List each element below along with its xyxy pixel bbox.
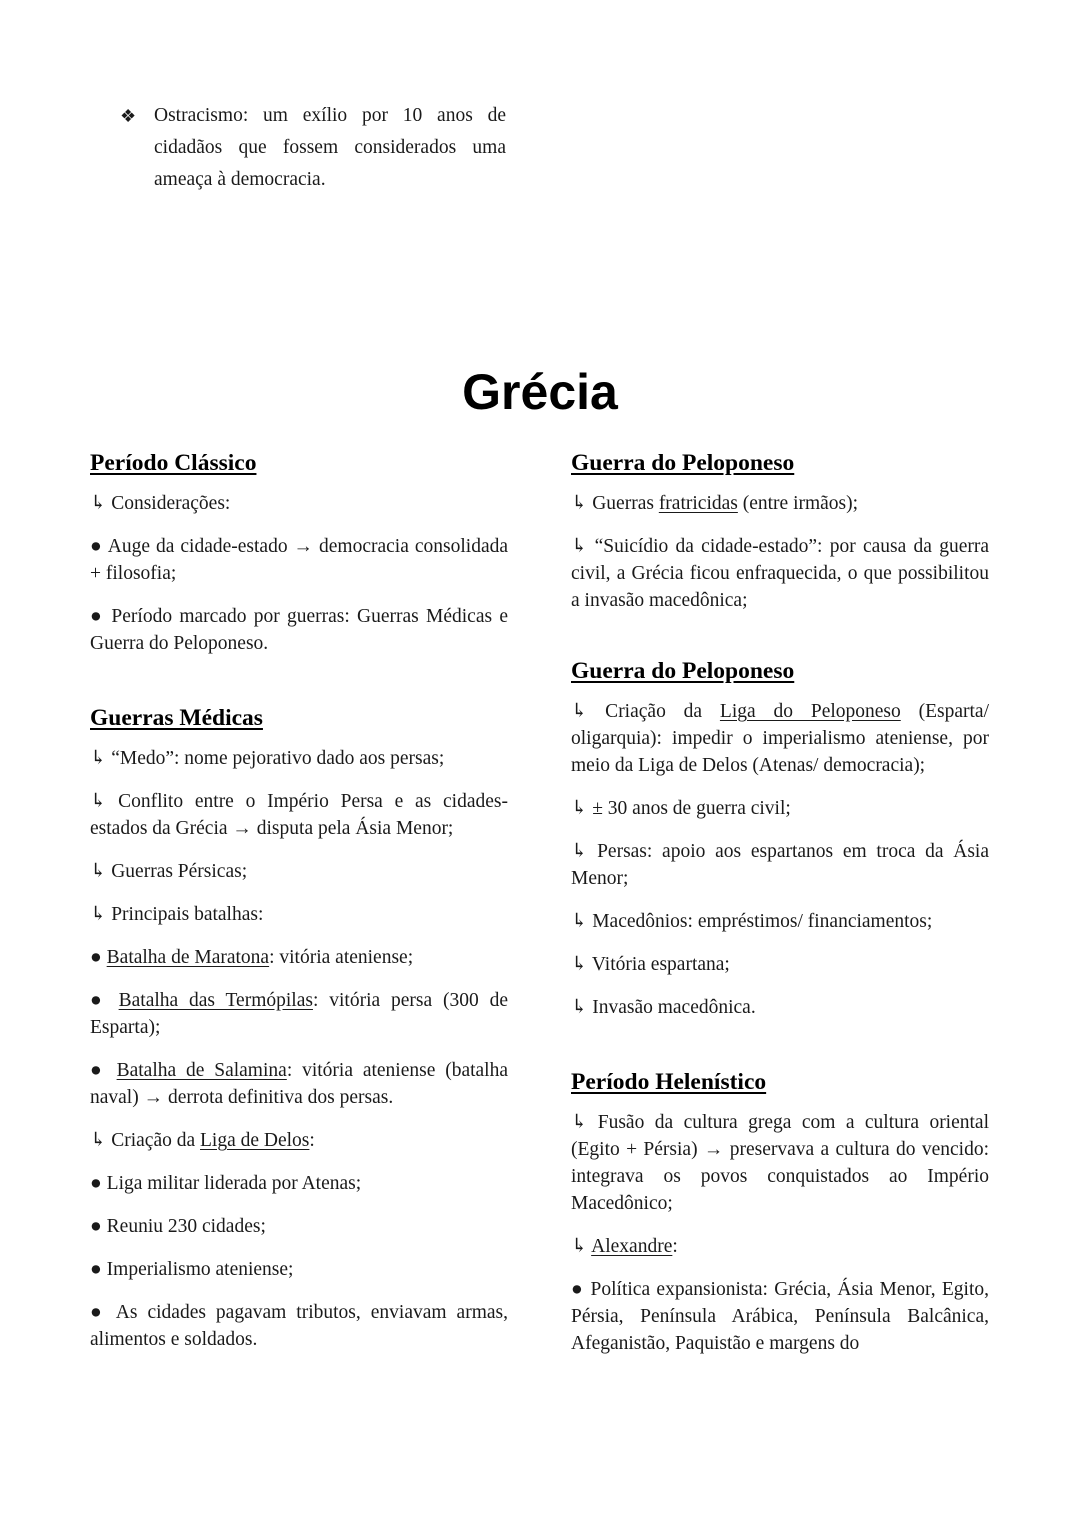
list-item: [571, 951, 989, 978]
text-segment: ● Reuniu 230 cidades;: [90, 1216, 266, 1237]
list-item: [571, 533, 989, 614]
list-item: [90, 1213, 508, 1240]
list-item: [90, 987, 508, 1041]
list-item: [90, 944, 508, 971]
page-title: Grécia: [462, 363, 618, 420]
list-item: [90, 745, 508, 772]
text-segment: :: [672, 1236, 678, 1257]
underlined-term: Batalha de Maratona: [106, 947, 270, 968]
text-segment: ● Período marcado por guerras: Guerras Médicas e Guerra do Peloponeso.: [90, 606, 508, 654]
right-column: [571, 446, 989, 1373]
underlined-term: Batalha de Salamina: [116, 1060, 287, 1081]
diamond-bullet-icon: ❖: [120, 106, 137, 126]
text-segment: ↳ Criação da: [90, 1130, 201, 1151]
text-segment: ● Liga militar liderada por Atenas;: [90, 1173, 362, 1194]
section-heading: Período Helenístico: [571, 1069, 767, 1095]
text-segment: ↳ “Suicídio da cidade-estado”: por causa da guerra civil, a Grécia ficou enfraquecida, o que possibilitou a invasão macedônica;: [571, 536, 989, 611]
list-item: [571, 1276, 989, 1357]
underlined-term: Batalha das Termópilas: [118, 990, 313, 1011]
text-segment: ● Imperialismo ateniense;: [90, 1259, 294, 1280]
section-heading: Guerra do Peloponeso: [571, 658, 795, 684]
list-item: [90, 1170, 508, 1197]
text-segment: ↳ “Medo”: nome pejorativo dado aos persas;: [90, 748, 445, 769]
list-item: [571, 994, 989, 1021]
text-segment: (Esparta/ oligarquia): impedir o imperialismo ateniense, por meio da Liga de Delos (Atenas/ democracia);: [571, 701, 989, 776]
text-segment: ↳ Macedônios: empréstimos/ financiamentos;: [571, 911, 933, 932]
list-item: [90, 533, 508, 587]
text-segment: ↳ Principais batalhas:: [90, 904, 264, 925]
underlined-term: Liga de Delos: [200, 1130, 310, 1151]
section-periodo-helenistico: [571, 1065, 989, 1357]
underlined-term: fratricidas: [658, 493, 738, 514]
intro-text: Ostracismo: um exílio por 10 anos de cidadãos que fossem considerados uma ameaça à democracia.: [154, 105, 506, 190]
text-segment: ↳ Conflito entre o Império Persa e as cidades-estados da Grécia → disputa pela Ásia Menor;: [90, 791, 508, 839]
text-segment: ↳ Invasão macedônica.: [571, 997, 756, 1018]
section-heading: Guerras Médicas: [90, 705, 263, 731]
list-item: [90, 1299, 508, 1353]
list-item: [571, 795, 989, 822]
list-item: [90, 858, 508, 885]
text-segment: ↳ ± 30 anos de guerra civil;: [571, 798, 791, 819]
list-item: [90, 901, 508, 928]
section-heading: Guerra do Peloponeso: [571, 450, 795, 476]
list-item: [571, 1109, 989, 1217]
list-item: [90, 1127, 508, 1154]
text-segment: :: [309, 1130, 315, 1151]
text-segment: : vitória ateniense (batalha naval) → derrota definitiva dos persas.: [90, 1060, 508, 1108]
list-item: [90, 603, 508, 657]
text-segment: ↳ Considerações:: [90, 493, 231, 514]
list-item: [90, 788, 508, 842]
list-item: [571, 698, 989, 779]
section-heading: Período Clássico: [90, 450, 257, 476]
list-item: [90, 490, 508, 517]
text-segment: ↳ Fusão da cultura grega com a cultura oriental (Egito + Pérsia) → preservava a cultura do vencido: integrava os povos conquistados ao Império Macedônico;: [571, 1112, 989, 1214]
list-item: [90, 1256, 508, 1283]
text-segment: ↳ Persas: apoio aos espartanos em troca da Ásia Menor;: [571, 841, 989, 889]
text-segment: (entre irmãos);: [737, 493, 859, 514]
text-segment: ↳ Vitória espartana;: [571, 954, 730, 975]
text-segment: ●: [90, 947, 107, 968]
underlined-term: Alexandre: [591, 1236, 673, 1257]
intro-bullet-item: [120, 100, 506, 196]
text-segment: ● As cidades pagavam tributos, enviavam armas, alimentos e soldados.: [90, 1302, 508, 1350]
text-segment: ● Auge da cidade-estado → democracia consolidada + filosofia;: [90, 536, 508, 584]
text-segment: ●: [90, 990, 119, 1011]
underlined-term: Liga do Peloponeso: [719, 701, 901, 722]
text-segment: : vitória persa (300 de Esparta);: [90, 990, 508, 1038]
text-segment: ↳ Guerras: [571, 493, 659, 514]
list-item: [90, 1057, 508, 1111]
list-item: [571, 490, 989, 517]
list-item: [571, 908, 989, 935]
section-guerras-medicas: [90, 701, 508, 1353]
list-item: [571, 1233, 989, 1260]
text-segment: ↳ Criação da: [571, 701, 720, 722]
section-periodo-classico: [90, 446, 508, 657]
left-column: [90, 446, 508, 1369]
section-guerra-do-peloponeso: [571, 446, 989, 614]
section-guerra-do-peloponeso: [571, 654, 989, 1021]
text-segment: ↳ Guerras Pérsicas;: [90, 861, 248, 882]
list-item: [571, 838, 989, 892]
text-segment: ↳: [571, 1236, 592, 1257]
text-segment: ●: [90, 1060, 117, 1081]
text-segment: : vitória ateniense;: [269, 947, 414, 968]
text-segment: ● Política expansionista: Grécia, Ásia Menor, Egito, Pérsia, Península Arábica, Península Balcânica, Afeganistão, Paquistão e margens do: [571, 1279, 989, 1354]
